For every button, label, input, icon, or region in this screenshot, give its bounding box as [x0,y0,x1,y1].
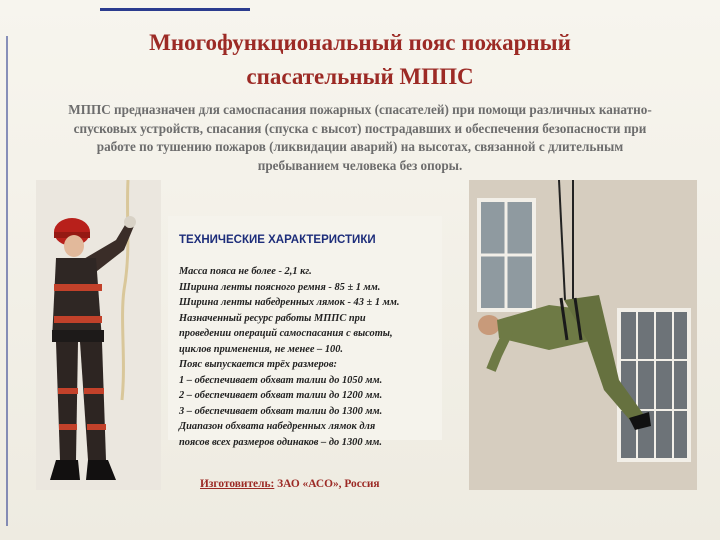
intro-line-2: спусковых устройств, спасания (спуска с высот) пострадавших и обеспечения безопасности при [73,120,647,136]
spec-line: Пояс выпускается трёх размеров: [179,359,337,370]
firefighter-illustration [36,180,161,490]
harness-demo-photo [469,180,697,490]
specs-list [179,264,441,450]
manufacturer-value: ЗАО «АСО», Россия [274,478,380,490]
title-line-2: спасательный МППС [246,64,474,89]
firefighter-photo [36,180,161,490]
specs-panel [168,216,442,448]
intro-line-1: МППС предназначен для самоспасания пожарных (спасателей) при помощи различных канатно- [68,102,652,117]
intro-line-3: работе по тушению пожаров (ликвидации аварий) на высотах, связанной с длительным [96,139,624,154]
spec-line: 3 – обеспечивает обхват талии до 1300 мм. [179,405,383,417]
spec-line: Диапазон обхвата набедренных лямок для [179,421,376,432]
intro-line-4: пребыванием человека без опоры. [257,157,463,173]
spec-line: поясов всех размеров одинаков – до 1300 мм. [179,436,382,448]
intro-paragraph [46,101,674,175]
spec-line: проведении операций самоспасания с высоты, [179,328,393,339]
spec-line: Масса пояса не более - 2,1 кг. [179,266,312,277]
spec-line: Ширина ленты набедренных лямок - 43 ± 1 мм. [179,297,400,308]
spec-line: 1 – обеспечивает обхват талии до 1050 мм. [179,374,383,386]
left-accent-line [6,36,8,526]
spec-line: Ширина ленты поясного ремня - 85 ± 1 мм. [179,281,381,293]
title-line-1: Многофункциональный пояс пожарный [149,30,571,55]
spec-line: 2 – обеспечивает обхват талии до 1200 мм. [179,390,383,401]
manufacturer-line [200,478,460,490]
specs-heading: ТЕХНИЧЕСКИЕ ХАРАКТЕРИСТИКИ [179,234,376,246]
slide-title [60,26,660,94]
spec-line: Назначенный ресурс работы МППС при [179,312,366,324]
top-accent-line [100,8,250,11]
spec-line: циклов применения, не менее – 100. [179,343,344,355]
manufacturer-label: Изготовитель: [200,478,275,490]
harness-demo-illustration [469,180,697,490]
